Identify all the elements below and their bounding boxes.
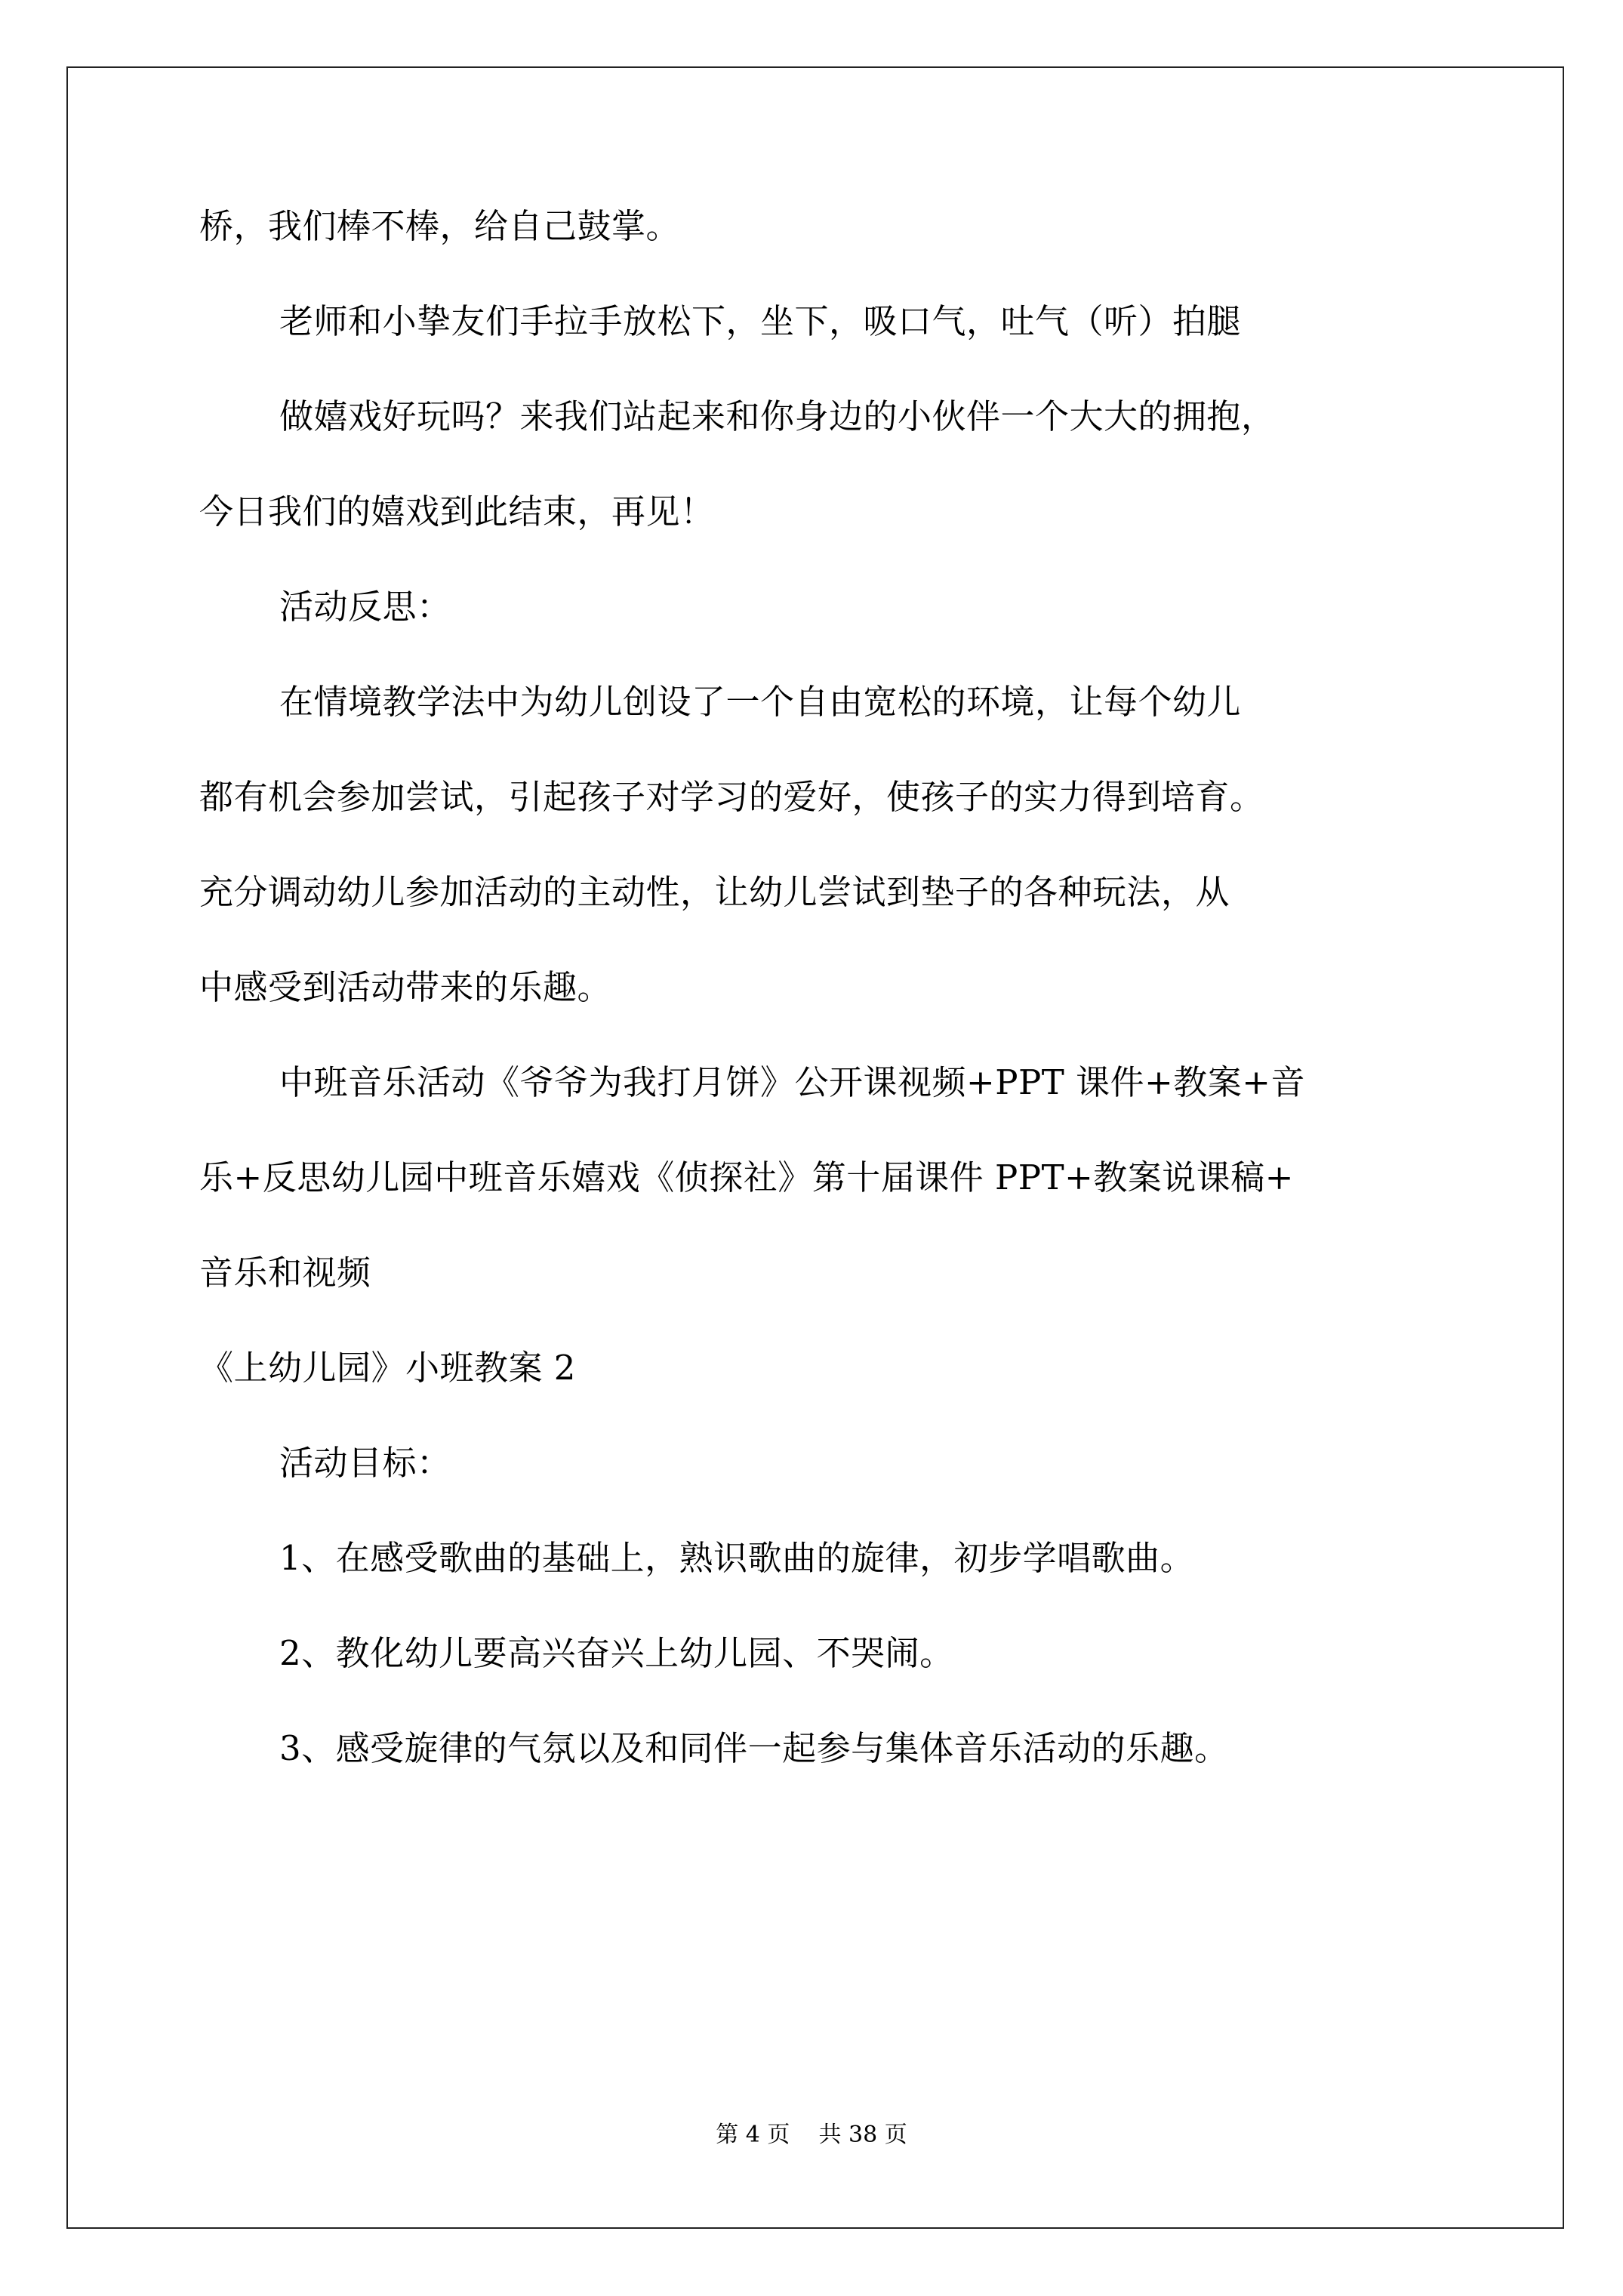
- page-border: [66, 66, 1564, 2229]
- list-item: 2、教化幼儿要高兴奋兴上幼儿园、不哭闹。: [279, 1633, 954, 1673]
- text-line: 乐+反思幼儿园中班音乐嬉戏《侦探社》第十届课件 PPT+教案说课稿+: [199, 1157, 1294, 1197]
- text-line: 桥，我们棒不棒，给自己鼓掌。: [199, 206, 681, 246]
- lesson-title: 《上幼儿园》小班教案 2: [199, 1348, 576, 1388]
- section-heading: 活动目标：: [279, 1443, 451, 1483]
- list-item: 3、感受旋律的气氛以及和同伴一起参与集体音乐活动的乐趣。: [279, 1728, 1229, 1768]
- text-line: 音乐和视频: [199, 1253, 371, 1293]
- list-item: 1、在感受歌曲的基础上，熟识歌曲的旋律，初步学唱歌曲。: [279, 1538, 1195, 1578]
- text-line: 中感受到活动带来的乐趣。: [199, 967, 612, 1007]
- section-heading: 活动反思：: [279, 587, 451, 627]
- text-line: 都有机会参加尝试，引起孩子对学习的爱好，使孩子的实力得到培育。: [199, 777, 1264, 817]
- text-line: 做嬉戏好玩吗？来我们站起来和你身边的小伙伴一个大大的拥抱，: [279, 396, 1276, 436]
- text-line: 老师和小挚友们手拉手放松下，坐下，吸口气，吐气（听）拍腿: [279, 301, 1242, 341]
- page-number: 第 4 页 共 38 页: [716, 2122, 907, 2148]
- text-line: 在情境教学法中为幼儿创设了一个自由宽松的环境，让每个幼儿: [279, 682, 1242, 722]
- text-line: 充分调动幼儿参加活动的主动性，让幼儿尝试到垫子的各种玩法，从: [199, 872, 1230, 912]
- text-line: 中班音乐活动《爷爷为我打月饼》公开课视频+PPT 课件+教案+音: [279, 1062, 1305, 1102]
- text-line: 今日我们的嬉戏到此结束，再见！: [199, 492, 715, 532]
